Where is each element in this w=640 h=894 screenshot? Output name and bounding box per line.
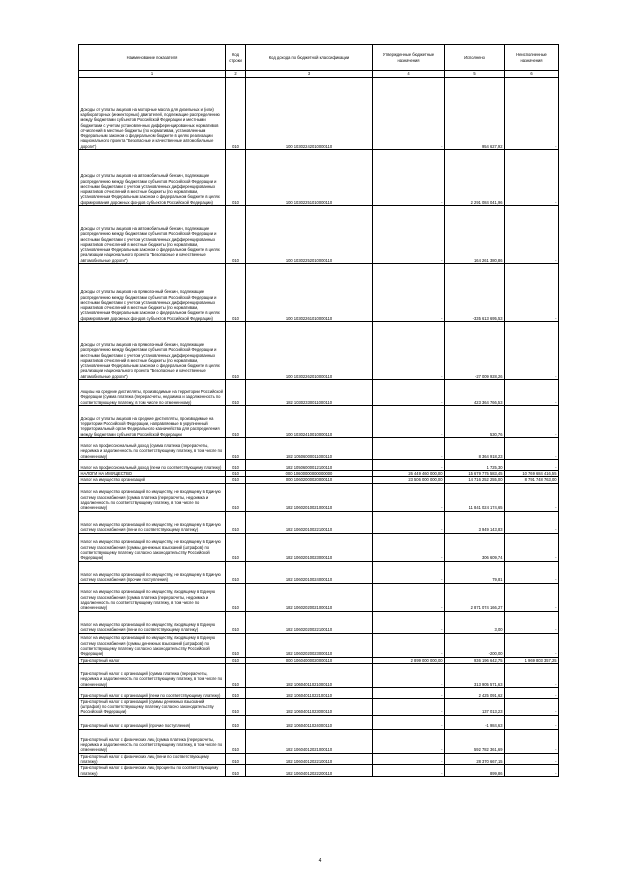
row-budget-code: 182 10604012022100110	[246, 753, 373, 765]
row-approved: -	[373, 511, 445, 533]
row-budget-code: 100 10302262010000110	[246, 322, 373, 380]
header-executed: Исполнено	[445, 45, 505, 71]
table-row	[79, 753, 559, 765]
row-approved: -	[373, 533, 445, 561]
row-unexecuted: -	[505, 633, 559, 657]
row-name: Доходы от уплаты акцизов на моторные масла для дизельных и (или) карбюраторных (инжекторных) двигателей, подлежащие распределению между бюджетами субъектов Российской Федерации и местными бюджетами с учетом установленных дифференцированных нормативов отчислений в местные бюджеты (по нормативам, установленным Федеральным законом о федеральном бюджете в целях реализации национального проекта "Безопасные и качественные автомобильные дороги")	[79, 78, 226, 150]
table-row	[79, 698, 559, 715]
row-unexecuted: -	[505, 78, 559, 150]
row-name: Налог на имущество организаций по имуществу, не входящему в Единую систему газоснабжения (пени по соответствующему платежу)	[79, 511, 226, 533]
row-name: Транспортный налог с организаций (прочие поступления)	[79, 715, 226, 729]
row-budget-code: 182 10604011023000110	[246, 698, 373, 715]
row-unexecuted: 1 969 803 357,25	[505, 657, 559, 663]
row-budget-code: 182 10604012022200110	[246, 765, 373, 777]
row-unexecuted: -	[505, 561, 559, 583]
row-line-code: 010	[226, 729, 246, 753]
row-approved: -	[373, 583, 445, 611]
row-executed: 8 364 918,23	[445, 438, 505, 460]
table-row	[79, 150, 559, 206]
row-approved: -	[373, 460, 445, 471]
row-approved: -	[373, 322, 445, 380]
row-approved: 23 506 000 000,00	[373, 477, 445, 483]
table-row	[79, 438, 559, 460]
row-budget-code: 182 10604011022100110	[246, 687, 373, 698]
row-line-code: 010	[226, 765, 246, 777]
table-row	[79, 633, 559, 657]
row-unexecuted: -	[505, 438, 559, 460]
table-row	[79, 687, 559, 698]
row-executed: 954 627,92	[445, 78, 505, 150]
row-approved: -	[373, 729, 445, 753]
row-budget-code: 000 10604000020000110	[246, 657, 373, 663]
header-approved: Утвержденные бюджетные назначения	[373, 45, 445, 71]
row-executed: -27 009 928,26	[445, 322, 505, 380]
table-row	[79, 715, 559, 729]
row-budget-code: 100 10302252010000110	[246, 206, 373, 264]
row-executed: 3,00	[445, 611, 505, 633]
row-unexecuted: -	[505, 729, 559, 753]
row-approved: -	[373, 765, 445, 777]
row-executed: -335 613 695,53	[445, 264, 505, 322]
row-unexecuted: -	[505, 483, 559, 511]
header-line-code: Код строки	[226, 45, 246, 71]
row-unexecuted: -	[505, 460, 559, 471]
row-executed: 1 725,30	[445, 460, 505, 471]
row-unexecuted: -	[505, 150, 559, 206]
row-executed: 2 291 084 041,96	[445, 150, 505, 206]
row-name: Транспортный налог	[79, 657, 226, 663]
row-name: Транспортный налог с организаций (пени по соответствующему платежу)	[79, 687, 226, 698]
row-name: Транспортный налог с организаций (суммы денежных взысканий (штрафов) по соответствующему платежу согласно законодательству Российской Федерации)	[79, 698, 226, 715]
row-line-code: 010	[226, 753, 246, 765]
row-name: Налог на имущество организаций по имуществу, не входящему в Единую систему газоснабжения (сумма платежа (перерасчеты, недоимка и задолженность по соответствующему платежу, в том числе по отмененному)	[79, 483, 226, 511]
row-approved: -	[373, 483, 445, 511]
row-line-code: 010	[226, 657, 246, 663]
row-budget-code: 182 10604011021000110	[246, 663, 373, 687]
row-name: Акцизы на средние дистилляты, производимые на территории Российской Федерации (сумма платежа (перерасчеты, недоимка и задолженность по соответствующему платежу, в том числе по отмененному)	[79, 380, 226, 406]
row-line-code: 010	[226, 533, 246, 561]
row-unexecuted: 10 769 684 416,55	[505, 471, 559, 477]
row-approved: -	[373, 438, 445, 460]
row-approved: 2 899 000 000,00	[373, 657, 445, 663]
row-name: НАЛОГИ НА ИМУЩЕСТВО	[79, 471, 226, 477]
row-line-code: 010	[226, 460, 246, 471]
row-approved: -	[373, 633, 445, 657]
row-budget-code: 182 10506000011000110	[246, 438, 373, 460]
table-row	[79, 264, 559, 322]
row-executed: 137 013,23	[445, 698, 505, 715]
row-line-code: 010	[226, 380, 246, 406]
row-name: Налог на имущество организаций по имуществу, не входящему в Единую систему газоснабжения (прочие поступления)	[79, 561, 226, 583]
row-line-code: 010	[226, 322, 246, 380]
row-line-code: 010	[226, 477, 246, 483]
row-line-code: 010	[226, 561, 246, 583]
column-number: 5	[445, 71, 505, 78]
row-budget-code: 182 10604012021000110	[246, 729, 373, 753]
row-unexecuted: -	[505, 765, 559, 777]
row-approved: 26 449 460 000,00	[373, 471, 445, 477]
row-name: Транспортный налог с организаций (сумма платежа (перерасчеты, недоимка и задолженность по соответствующему платежу, в том числе по отмененному)	[79, 663, 226, 687]
row-executed: 306 609,74	[445, 533, 505, 561]
row-executed: -1 984,63	[445, 715, 505, 729]
row-line-code: 010	[226, 150, 246, 206]
row-budget-code: 182 10602020021000110	[246, 583, 373, 611]
table-row	[79, 583, 559, 611]
budget-report-sheet	[78, 44, 558, 777]
row-executed: 11 841 024 174,65	[445, 483, 505, 511]
row-approved: -	[373, 561, 445, 583]
column-number: 1	[79, 71, 226, 78]
row-line-code: 010	[226, 471, 246, 477]
row-name: Транспортный налог с физических лиц (пени по соответствующему платежу)	[79, 753, 226, 765]
row-unexecuted: -	[505, 583, 559, 611]
table-header-row	[79, 45, 559, 71]
row-budget-code: 182 10602010021000110	[246, 483, 373, 511]
row-line-code: 010	[226, 663, 246, 687]
revenue-table	[78, 44, 559, 777]
row-executed: 14 716 252 255,00	[445, 477, 505, 483]
row-approved: -	[373, 663, 445, 687]
row-unexecuted: 8 791 748 763,00	[505, 477, 559, 483]
row-name: Доходы от уплаты акцизов на автомобильный бензин, подлежащие распределению между бюджетами субъектов Российской Федерации и местными бюджетами с учетом установленных дифференцированных нормативов отчислений в местные бюджеты (по нормативам, установленным Федеральным законом о федеральном бюджете в целях формирования дорожных фондов субъектов Российской Федерации)	[79, 150, 226, 206]
row-budget-code: 100 10302251010000110	[246, 150, 373, 206]
table-row	[79, 322, 559, 380]
table-row	[79, 460, 559, 471]
column-number: 2	[226, 71, 246, 78]
row-line-code: 010	[226, 264, 246, 322]
row-budget-code: 182 10602010022100110	[246, 511, 373, 533]
row-line-code: 010	[226, 715, 246, 729]
row-approved: -	[373, 611, 445, 633]
row-executed: 592 782 361,69	[445, 729, 505, 753]
row-approved: -	[373, 406, 445, 438]
row-budget-code: 000 10600000000000000	[246, 471, 373, 477]
row-approved: -	[373, 206, 445, 264]
row-name: Доходы от уплаты акцизов на прямогонный бензин, подлежащие распределению между бюджетами субъектов Российской Федерации и местными бюджетами с учетом установленных дифференцированных нормативов отчислений в местные бюджеты (по нормативам, установленным Федеральным законом о федеральном бюджете в целях реализации национального проекта "Безопасные и качественные автомобильные дороги")	[79, 322, 226, 380]
row-approved: -	[373, 264, 445, 322]
row-budget-code: 182 10602020023000110	[246, 633, 373, 657]
table-row	[79, 206, 559, 264]
row-unexecuted: -	[505, 322, 559, 380]
row-line-code: 010	[226, 511, 246, 533]
row-unexecuted: -	[505, 206, 559, 264]
row-name: Доходы от уплаты акцизов на средние дистилляты, производимые на территории Российской Федерации, направляемые в укрупненный территориальный орган Федерального казначейства для распределения между бюджетами субъектов Российской Федерации	[79, 406, 226, 438]
row-approved: -	[373, 687, 445, 698]
row-budget-code: 100 10302410010000110	[246, 406, 373, 438]
table-row	[79, 729, 559, 753]
row-line-code: 010	[226, 483, 246, 511]
row-line-code: 010	[226, 438, 246, 460]
row-executed: -200,00	[445, 633, 505, 657]
row-line-code: 010	[226, 406, 246, 438]
row-name: Налог на имущество организаций	[79, 477, 226, 483]
row-executed: 936 196 642,75	[445, 657, 505, 663]
row-name: Транспортный налог с физических лиц (проценты по соответствующему платежу)	[79, 765, 226, 777]
row-line-code: 010	[226, 687, 246, 698]
row-approved: -	[373, 698, 445, 715]
row-executed: 423 364 766,53	[445, 380, 505, 406]
row-name: Доходы от уплаты акцизов на автомобильный бензин, подлежащие распределению между бюджетами субъектов Российской Федерации и местными бюджетами с учетом установленных дифференцированных нормативов отчислений в местные бюджеты (по нормативам, установленным Федеральным законом о федеральном бюджете в целях реализации национального проекта "Безопасные и качественные автомобильные дороги")	[79, 206, 226, 264]
column-number: 6	[505, 71, 559, 78]
column-number: 3	[246, 71, 373, 78]
table-row	[79, 611, 559, 633]
row-executed: 28 370 667,15	[445, 753, 505, 765]
row-executed: 313 905 571,63	[445, 663, 505, 687]
row-approved: -	[373, 715, 445, 729]
table-row	[79, 561, 559, 583]
row-budget-code: 000 10602000020000110	[246, 477, 373, 483]
row-line-code: 010	[226, 78, 246, 150]
row-executed: 79,81	[445, 561, 505, 583]
row-unexecuted: -	[505, 406, 559, 438]
row-unexecuted: -	[505, 663, 559, 687]
row-budget-code: 182 10602010024000110	[246, 561, 373, 583]
row-line-code: 010	[226, 611, 246, 633]
row-budget-code: 100 10302261010000110	[246, 264, 373, 322]
row-unexecuted: -	[505, 511, 559, 533]
row-executed: 899,86	[445, 765, 505, 777]
table-row	[79, 533, 559, 561]
row-executed: 530,76	[445, 406, 505, 438]
row-executed: 2 871 074 166,27	[445, 583, 505, 611]
row-approved: -	[373, 380, 445, 406]
row-budget-code: 182 10602020022100110	[246, 611, 373, 633]
table-row	[79, 380, 559, 406]
row-executed: 164 261 380,86	[445, 206, 505, 264]
row-approved: -	[373, 150, 445, 206]
table-row	[79, 765, 559, 777]
row-name: Транспортный налог с физических лиц (сумма платежа (перерасчеты, недоимка и задолженность по соответствующему платежу, в том числе по отмененному)	[79, 729, 226, 753]
row-name: Налог на имущество организаций по имуществу, входящему в Единую систему газоснабжения (суммы денежных взысканий (штрафов) по соответствующему платежу согласно законодательству Российской Федерации)	[79, 633, 226, 657]
row-unexecuted: -	[505, 611, 559, 633]
table-row	[79, 406, 559, 438]
row-unexecuted: -	[505, 380, 559, 406]
row-budget-code: 100 10302242010000110	[246, 78, 373, 150]
row-approved: -	[373, 753, 445, 765]
header-name: Наименование показателя	[79, 45, 226, 71]
row-name: Налог на имущество организаций по имуществу, входящему в Единую систему газоснабжения (сумма платежа (перерасчеты, недоимка и задолженность по соответствующему платежу, в том числе по отмененному)	[79, 583, 226, 611]
row-unexecuted: -	[505, 698, 559, 715]
table-row	[79, 483, 559, 511]
row-line-code: 010	[226, 206, 246, 264]
row-budget-code: 182 10602010023000110	[246, 533, 373, 561]
row-name: Налог на имущество организаций по имуществу, входящему в Единую систему газоснабжения (пени по соответствующему платежу)	[79, 611, 226, 633]
header-budget-code: Код дохода по бюджетной классификации	[246, 45, 373, 71]
row-executed: 15 679 775 583,45	[445, 471, 505, 477]
row-line-code: 010	[226, 633, 246, 657]
column-number-row	[79, 71, 559, 78]
row-name: Налог на профессиональный доход (сумма платежа (перерасчеты, недоимка и задолженность по соответствующему платежу, в том числе по отмененному)	[79, 438, 226, 460]
row-line-code: 010	[226, 698, 246, 715]
row-line-code: 010	[226, 583, 246, 611]
row-unexecuted: -	[505, 533, 559, 561]
table-row	[79, 663, 559, 687]
page-number: 4	[318, 858, 322, 864]
row-name: Налог на имущество организаций по имуществу, не входящему в Единую систему газоснабжения (суммы денежных взысканий (штрафов) по соответствующему платежу согласно законодательству Российской Федерации)	[79, 533, 226, 561]
row-approved: -	[373, 78, 445, 150]
row-budget-code: 182 10604011024000110	[246, 715, 373, 729]
row-unexecuted: -	[505, 715, 559, 729]
column-number: 4	[373, 71, 445, 78]
row-unexecuted: -	[505, 264, 559, 322]
row-executed: 3 949 143,83	[445, 511, 505, 533]
row-unexecuted: -	[505, 687, 559, 698]
header-unexecuted: Неисполненные назначения	[505, 45, 559, 71]
row-executed: 2 425 091,62	[445, 687, 505, 698]
row-name: Доходы от уплаты акцизов на прямогонный бензин, подлежащие распределению между бюджетами субъектов Российской Федерации и местными бюджетами с учетом установленных дифференцированных нормативов отчислений в местные бюджеты (по нормативам, установленным Федеральным законом о федеральном бюджете в целях формирования дорожных фондов субъектов Российской Федерации)	[79, 264, 226, 322]
table-row	[79, 78, 559, 150]
row-unexecuted: -	[505, 753, 559, 765]
table-row	[79, 511, 559, 533]
row-budget-code: 182 10506000012100110	[246, 460, 373, 471]
row-name: Налог на профессиональный доход (пени по соответствующему платежу)	[79, 460, 226, 471]
row-budget-code: 182 10302330011000110	[246, 380, 373, 406]
